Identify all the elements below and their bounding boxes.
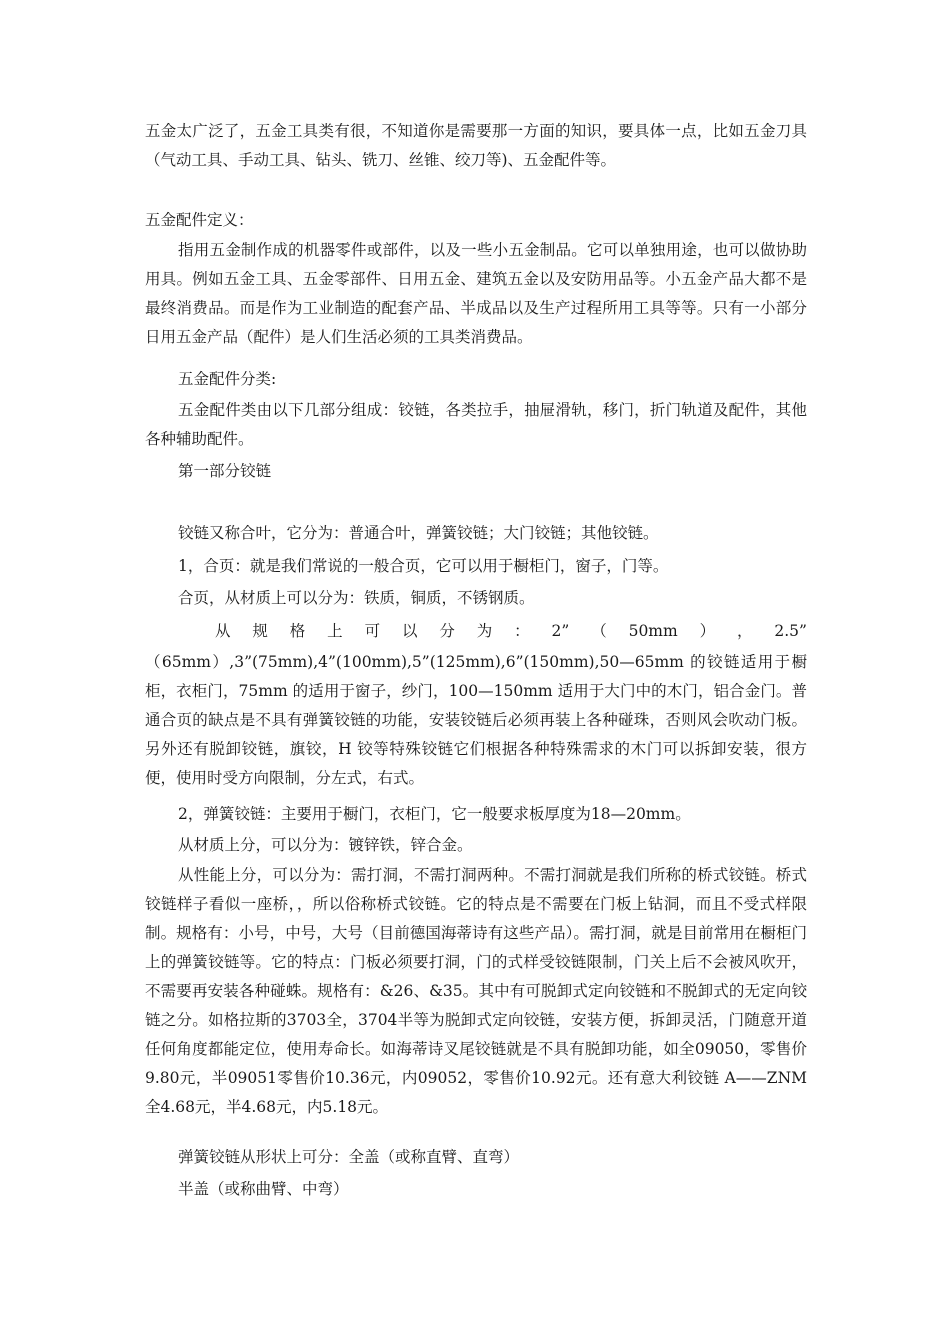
half-cover-line: 半盖（或称曲臂、中弯） <box>178 1180 349 1198</box>
spec-token: 规 <box>252 622 268 640</box>
spec-token: 分 <box>439 622 455 640</box>
spec-continuation: （65mm）,3”(75mm),4”(100mm),5”(125mm),6”(150mm),50—65mm 的铰链适用于橱柜，衣柜门，75mm 的适用于窗子，纱门，100—150mm 适用于大门中的木门，铝合金门。普通合页的缺点是不具有弹簧铰链的功能，安装铰链后必须再装上各种碰珠，否则风会吹动门板。另外还有脱卸铰链，旗铰，H 铰等特殊铰链它们根据各种特殊需求的木门可以拆卸安装，很方便，使用时受方向限制，分左式，右式。 <box>145 653 807 787</box>
intro-paragraph: 五金太广泛了，五金工具类有很，不知道你是需要那一方面的知识，要具体一点，比如五金刀具（气动工具、手动工具、钻头、铣刀、丝锥、绞刀等)、五金配件等。 <box>145 122 807 169</box>
spring-hinge-material: 从材质上分，可以分为：镀锌铁，锌合金。 <box>178 836 473 854</box>
classification-title: 五金配件分类: <box>178 370 277 388</box>
item-two-spring-hinge: 2，弹簧铰链：主要用于橱门，衣柜门，它一般要求板厚度为18—20mm。 <box>178 805 691 823</box>
spec-token: 2” <box>551 622 570 640</box>
spec-token: 2.5” <box>774 622 807 640</box>
spec-token: 50mm <box>628 622 678 640</box>
spec-token: （ <box>591 622 607 640</box>
spec-token: ， <box>736 622 753 640</box>
shape-classification: 弹簧铰链从形状上可分：全盖（或称直臂、直弯） <box>178 1148 520 1166</box>
spec-token: 上 <box>327 622 343 640</box>
part-one-heading: 第一部分铰链 <box>178 462 272 480</box>
item-one-hinge: 1，合页：就是我们常说的一般合页，它可以用于橱柜门，窗子，门等。 <box>178 557 669 575</box>
spec-token: 以 <box>401 622 418 640</box>
definition-title: 五金配件定义： <box>145 211 254 229</box>
spec-token: ） <box>699 622 716 640</box>
performance-paragraph: 从性能上分，可以分为：需打洞，不需打洞两种。不需打洞就是我们所称的桥式铰链。桥式铰链样子看似一座桥，，所以俗称桥式铰链。它的特点是不需要在门板上钻洞，而且不受式样限制。规格有：小号，中号，大号（目前德国海蒂诗有这些产品）。需打洞，就是目前常用在橱柜门上的弹簧铰链等。它的特点：门板必须要打洞，门的式样受铰链限制，门关上后不会被风吹开，不需要再安装各种碰蛛。规格有：&26、&35。其中有可脱卸式定向铰链和不脱卸式的无定向铰链之分。如格拉斯的3703全，3704半等为脱卸式定向铰链，安装方便，拆卸灵活，门随意开道任何角度都能定位，使用寿命长。如海蒂诗叉尾铰链就是不具有脱卸功能，如全09050，零售价9.80元，半09051零售价10.36元，内09052，零售价10.92元。还有意大利铰链 A——ZNM 全4.68元，半4.68元，内5.18元。 <box>145 866 807 1116</box>
classification-body: 五金配件类由以下几部分组成：铰链，各类拉手，抽屉滑轨，移门，折门轨道及配件，其他各种辅助配件。 <box>145 401 807 448</box>
spec-token: 可 <box>364 622 381 640</box>
spec-token: ： <box>514 622 530 640</box>
spec-token: 为 <box>476 622 493 640</box>
spec-token: 从 <box>215 622 231 640</box>
spec-token: 格 <box>289 622 306 640</box>
definition-body: 指用五金制作成的机器零件或部件，以及一些小五金制品。它可以单独用途，也可以做协助用具。例如五金工具、五金零部件、日用五金、建筑五金以及安防用品等。小五金产品大都不是最终消费品。而是作为工业制造的配套产品、半成品以及生产过程所用工具等等。只有一小部分日用五金产品（配件）是人们生活必须的工具类消费品。 <box>145 241 807 346</box>
hinge-material: 合页，从材质上可以分为：铁质，铜质，不锈钢质。 <box>178 589 535 607</box>
hinge-intro: 铰链又称合叶，它分为：普通合叶，弹簧铰链；大门铰链；其他铰链。 <box>178 524 659 542</box>
spec-spread-line <box>215 617 807 646</box>
